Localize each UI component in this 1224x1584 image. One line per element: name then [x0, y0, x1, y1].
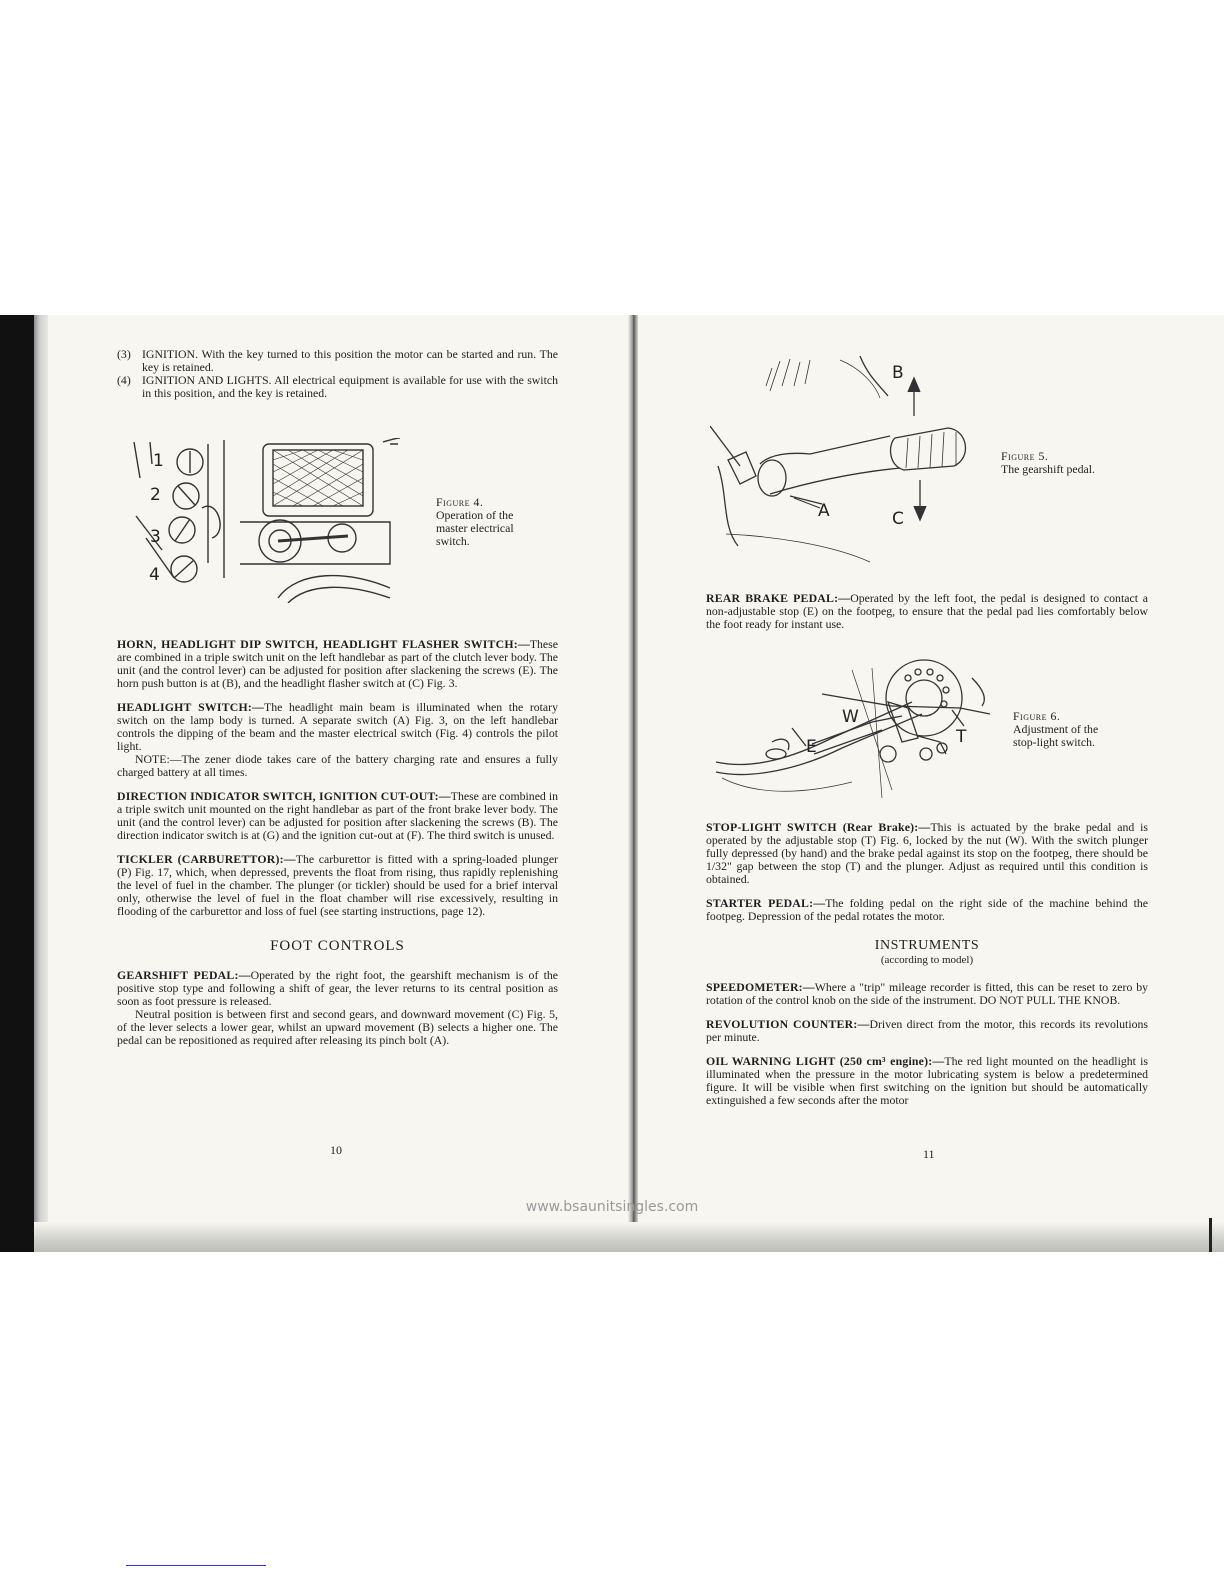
figure5-label-c: C [892, 509, 904, 529]
link-underline [126, 1565, 266, 1566]
starter-section [706, 897, 1148, 923]
bottom-edge-shadow [34, 1222, 1224, 1252]
switch-position-4 [117, 374, 558, 400]
headlight-heading: HEADLIGHT SWITCH:— [117, 700, 264, 714]
direction-text: These are combined in a triple switch unit mounted on the right handlebar as part of the front brake lever body. The unit (and the control lever) can be adjusted for position after slackening the screws (B). The direction indicator switch is at (G) and the ignition cut-out at (F). The third switch is unused. [117, 789, 558, 842]
figure5-caption-text: The gearshift pedal. [1001, 462, 1096, 476]
instruments-subheading: (according to model) [880, 954, 974, 966]
figure6-caption [1013, 710, 1123, 749]
speedometer-text: Where a "trip" mileage recorder is fitted, this can be reset to zero by rotation of the control knob on the side of the instrument. DO NOT PULL THE KNOB. [706, 980, 1148, 1007]
oil-light-text: The red light mounted on the headlight is illuminated when the pressure in the motor lubricating system is below a predetermined figure. It will be visible when first switching on the ignition but should be automatically extinguished a few seconds after the motor [706, 1054, 1148, 1107]
page-number-right: 11 [923, 1147, 935, 1161]
direction-section [117, 790, 558, 842]
gearshift-heading: GEARSHIFT PEDAL:— [117, 968, 251, 982]
figure6-label-w: W [842, 707, 859, 727]
item-text: IGNITION AND LIGHTS. All electrical equipment is available for use with the switch in this position, and the key is retained. [142, 373, 558, 400]
gearshift-text-2: Neutral position is between first and second gears, and downward movement (C) Fig. 5, of the lever selects a lower gear, whilst an upward movement (B) selects a higher one. The pedal can be repositioned as required after releasing its pinch bolt (A). [117, 1007, 558, 1047]
figure6-caption-text: Adjustment of the stop-light switch. [1013, 722, 1099, 749]
headlight-section [117, 701, 558, 753]
figure5-caption [1001, 450, 1131, 476]
rear-brake-section [706, 592, 1148, 631]
rev-counter-text: Driven direct from the motor, this records its revolutions per minute. [706, 1017, 1148, 1044]
tickler-text: The carburettor is fitted with a spring-loaded plunger (P) Fig. 17, which, when depressed, prevents the float from rising, thus rapidly replenishing the level of fuel in the chamber. The plunger (or tickler) should be used for a brief interval only, otherwise the level of fuel in the float chamber will rise excessively, resulting in flooding of the carburettor and loss of fuel (see starting instructions, page 12). [117, 852, 558, 918]
scan-left-edge [0, 315, 34, 1252]
rev-counter-section [706, 1018, 1148, 1044]
instruments-heading: INSTRUMENTS [874, 938, 980, 953]
horn-section [117, 638, 558, 690]
figure4-caption [436, 496, 546, 548]
figure5-illustration [710, 356, 980, 564]
stoplight-section [706, 821, 1148, 886]
figure4-label-1: 1 [153, 451, 164, 471]
starter-heading: STARTER PEDAL:— [706, 896, 826, 910]
horn-heading: HORN, HEADLIGHT DIP SWITCH, HEADLIGHT FLASHER SWITCH:— [117, 637, 530, 651]
center-gutter [628, 315, 638, 1252]
foot-controls-heading: FOOT CONTROLS [270, 938, 405, 954]
item-number: (3) [117, 347, 131, 361]
gearshift-section [117, 969, 558, 1008]
figure5-title: Figure 5. [1001, 449, 1049, 463]
horn-text: These are combined in a triple switch unit on the left handlebar as part of the clutch lever body. The unit (and the control lever) can be adjusted for position after slackening the screws (E). The horn push button is at (B), and the headlight flasher switch at (C) Fig. 3. [117, 637, 558, 690]
figure6-label-t: T [956, 727, 967, 747]
speedometer-section [706, 981, 1148, 1007]
headlight-note: NOTE:—The zener diode takes care of the battery charging rate and ensures a fully charged battery at all times. [117, 752, 558, 779]
switch-position-3 [117, 348, 558, 374]
figure6-illustration [712, 658, 992, 808]
oil-light-section [706, 1055, 1148, 1107]
tickler-section [117, 853, 558, 918]
right-page-text-upper [706, 592, 1148, 631]
figure4-caption-text: Operation of the master electrical switch. [436, 508, 514, 548]
page-number-left: 10 [330, 1143, 342, 1157]
headlight-text: The headlight main beam is illuminated when the rotary switch on the lamp body is turned. A separate switch (A) Fig. 3, on the left handlebar controls the dipping of the beam and the master electrical switch (Fig. 4) controls the pilot light. [117, 700, 558, 753]
gearshift-text: Operated by the right foot, the gearshift mechanism is of the positive stop type and following a shift of gear, the lever returns to its central position as soon as foot pressure is released. [117, 968, 559, 1008]
starter-text: The folding pedal on the right side of the machine behind the footpeg. Depression of the pedal rotates the motor. [706, 896, 1148, 923]
stoplight-text: This is actuated by the brake pedal and is operated by the adjustable stop (T) Fig. 6, locked by the nut (W). With the switch plunger fully depressed (by hand) and the brake pedal against its stop on the footpeg, there should be 1/32" gap between the stop (T) and the plunger. Adjust as required until this condition is obtained. [706, 820, 1149, 886]
tickler-heading: TICKLER (CARBURETTOR):— [117, 852, 296, 866]
figure4-illustration [128, 438, 400, 603]
figure4-label-3: 3 [150, 527, 161, 547]
rev-counter-heading: REVOLUTION COUNTER:— [706, 1017, 870, 1031]
rear-brake-heading: REAR BRAKE PEDAL:— [706, 591, 851, 605]
figure6-title: Figure 6. [1013, 709, 1061, 723]
figure5-label-b: B [892, 363, 904, 383]
figure4-label-2: 2 [150, 485, 161, 505]
item-text: IGNITION. With the key turned to this position the motor can be started and run. The key is retained. [142, 347, 558, 374]
figure4-title: Figure 4. [436, 495, 484, 509]
oil-light-heading: OIL WARNING LIGHT (250 cm³ engine):— [706, 1054, 945, 1068]
speedometer-heading: SPEEDOMETER:— [706, 980, 815, 994]
watermark-url: www.bsaunitsingles.com [525, 1199, 699, 1215]
right-page-text-lower [706, 821, 1148, 1107]
right-edge-mark [1209, 1218, 1212, 1252]
figure6-label-e: E [806, 737, 817, 757]
stoplight-heading: STOP-LIGHT SWITCH (Rear Brake):— [706, 820, 931, 834]
rear-brake-text: Operated by the left foot, the pedal is designed to contact a non-adjustable stop (E) on the footpeg, to ensure that the pedal pad lies comfortably below the foot ready for instant use. [706, 591, 1148, 631]
page-edge-shadow [34, 315, 48, 1252]
direction-heading: DIRECTION INDICATOR SWITCH, IGNITION CUT-OUT:— [117, 789, 451, 803]
figure4-label-4: 4 [149, 565, 160, 585]
item-number: (4) [117, 373, 131, 387]
figure5-label-a: A [818, 501, 830, 521]
